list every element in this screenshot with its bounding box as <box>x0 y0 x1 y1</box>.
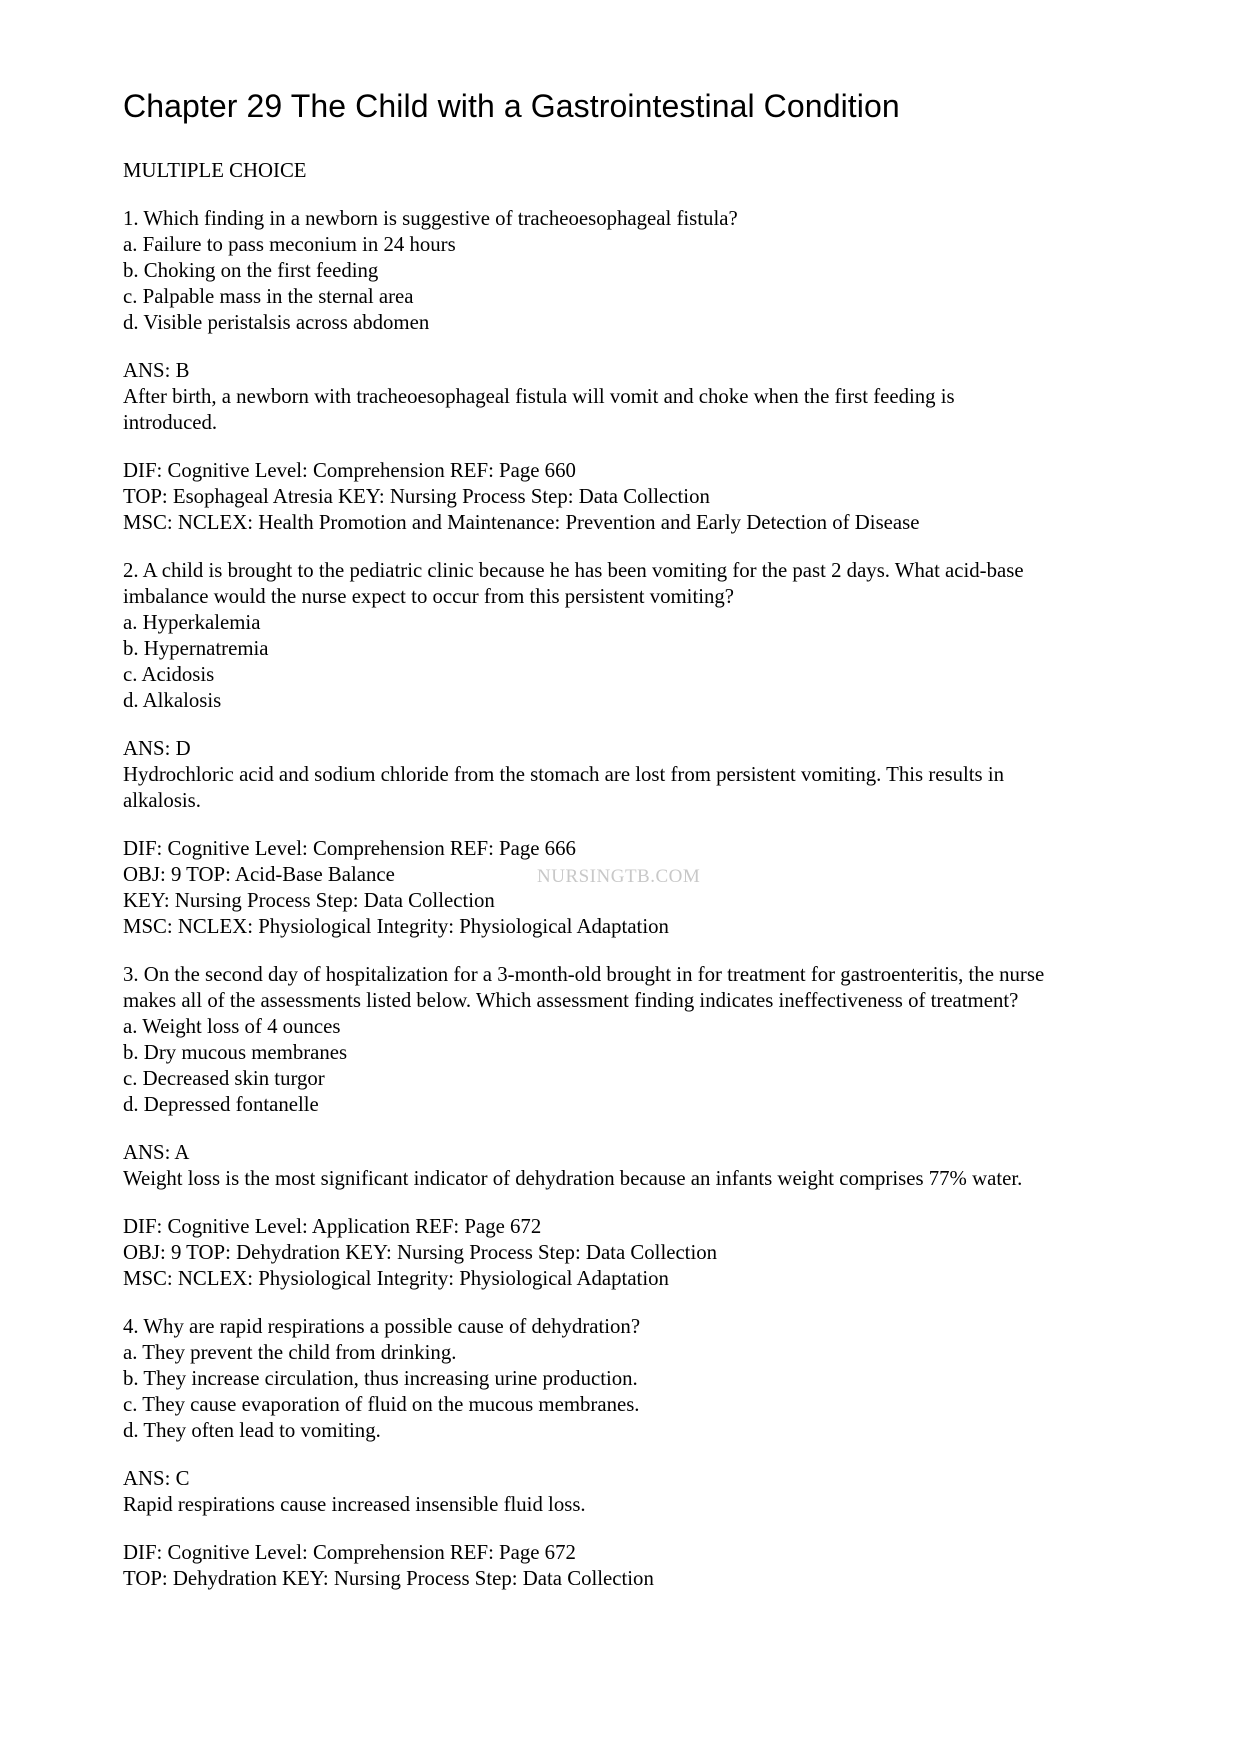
answer-block <box>123 1140 1133 1192</box>
watermark: NURSINGTB.COM <box>537 866 701 887</box>
rationale-line: Hydrochloric acid and sodium chloride from the stomach are lost from persistent vomiting. This results in <box>123 763 1004 786</box>
answer-option: c. They cause evaporation of fluid on the mucous membranes. <box>123 1393 640 1416</box>
answer-option: d. They often lead to vomiting. <box>123 1419 381 1442</box>
answer-option: d. Depressed fontanelle <box>123 1093 319 1116</box>
answer-option: a. They prevent the child from drinking. <box>123 1341 457 1364</box>
rationale-line: alkalosis. <box>123 789 201 812</box>
answer-key: ANS: B <box>123 359 190 382</box>
answer-block <box>123 736 1133 814</box>
section-label: MULTIPLE CHOICE <box>123 159 307 182</box>
rationale-line: After birth, a newborn with tracheoesophageal fistula will vomit and choke when the first feeding is <box>123 385 955 408</box>
answer-key: ANS: D <box>123 737 191 760</box>
answer-option: c. Palpable mass in the sternal area <box>123 285 414 308</box>
answer-option: c. Decreased skin turgor <box>123 1067 325 1090</box>
question-stem <box>123 558 1133 714</box>
rationale-line: Rapid respirations cause increased insensible fluid loss. <box>123 1493 586 1516</box>
metadata-line: TOP: Esophageal Atresia KEY: Nursing Process Step: Data Collection <box>123 485 710 508</box>
question-metadata <box>123 836 1133 940</box>
metadata-line: DIF: Cognitive Level: Comprehension REF: Page 660 <box>123 459 576 482</box>
answer-option: a. Weight loss of 4 ounces <box>123 1015 341 1038</box>
question-2 <box>123 558 1133 714</box>
question-1 <box>123 206 1133 336</box>
question-metadata <box>123 1540 1133 1592</box>
metadata-line: DIF: Cognitive Level: Comprehension REF: Page 666 <box>123 837 576 860</box>
metadata-line: OBJ: 9 TOP: Acid-Base Balance <box>123 863 395 886</box>
metadata-line: MSC: NCLEX: Health Promotion and Maintenance: Prevention and Early Detection of Disease <box>123 511 920 534</box>
question-stem-line: 1. Which finding in a newborn is suggestive of tracheoesophageal fistula? <box>123 207 738 230</box>
question-stem-line: 3. On the second day of hospitalization for a 3-month-old brought in for treatment for gastroenteritis, the nurse <box>123 963 1045 986</box>
answer-option: b. They increase circulation, thus increasing urine production. <box>123 1367 638 1390</box>
question-stem <box>123 962 1133 1118</box>
metadata-line: MSC: NCLEX: Physiological Integrity: Physiological Adaptation <box>123 915 669 938</box>
answer-key: ANS: C <box>123 1467 190 1490</box>
question-list <box>123 206 1133 1592</box>
answer-option: b. Dry mucous membranes <box>123 1041 348 1064</box>
answer-option: d. Alkalosis <box>123 689 222 712</box>
answer-option: c. Acidosis <box>123 663 215 686</box>
metadata-line: MSC: NCLEX: Physiological Integrity: Physiological Adaptation <box>123 1267 669 1290</box>
question-stem <box>123 206 1133 336</box>
question-metadata <box>123 458 1133 536</box>
metadata-line: DIF: Cognitive Level: Application REF: Page 672 <box>123 1215 542 1238</box>
metadata-line: TOP: Dehydration KEY: Nursing Process Step: Data Collection <box>123 1567 654 1590</box>
answer-option: d. Visible peristalsis across abdomen <box>123 311 430 334</box>
chapter-title: Chapter 29 The Child with a Gastrointestinal Condition <box>123 88 900 124</box>
question-stem <box>123 1314 1133 1444</box>
question-stem-line: 4. Why are rapid respirations a possible cause of dehydration? <box>123 1315 641 1338</box>
answer-option: a. Failure to pass meconium in 24 hours <box>123 233 456 256</box>
answer-option: b. Choking on the first feeding <box>123 259 379 282</box>
metadata-line: DIF: Cognitive Level: Comprehension REF: Page 672 <box>123 1541 576 1564</box>
answer-option: b. Hypernatremia <box>123 637 269 660</box>
question-stem-line: 2. A child is brought to the pediatric clinic because he has been vomiting for the past 2 days. What acid-base <box>123 559 1024 582</box>
answer-option: a. Hyperkalemia <box>123 611 261 634</box>
answer-block <box>123 1466 1133 1518</box>
question-stem-line: imbalance would the nurse expect to occur from this persistent vomiting? <box>123 585 735 608</box>
metadata-line: KEY: Nursing Process Step: Data Collection <box>123 889 495 912</box>
question-3 <box>123 962 1133 1118</box>
rationale-line: Weight loss is the most significant indicator of dehydration because an infants weight comprises 77% water. <box>123 1167 1023 1190</box>
answer-key: ANS: A <box>123 1141 190 1164</box>
metadata-line: OBJ: 9 TOP: Dehydration KEY: Nursing Process Step: Data Collection <box>123 1241 718 1264</box>
question-stem-line: makes all of the assessments listed below. Which assessment finding indicates ineffectiveness of treatment? <box>123 989 1019 1012</box>
question-4 <box>123 1314 1133 1444</box>
question-metadata <box>123 1214 1133 1292</box>
answer-block <box>123 358 1133 436</box>
document-page <box>123 86 1133 1614</box>
rationale-line: introduced. <box>123 411 218 434</box>
